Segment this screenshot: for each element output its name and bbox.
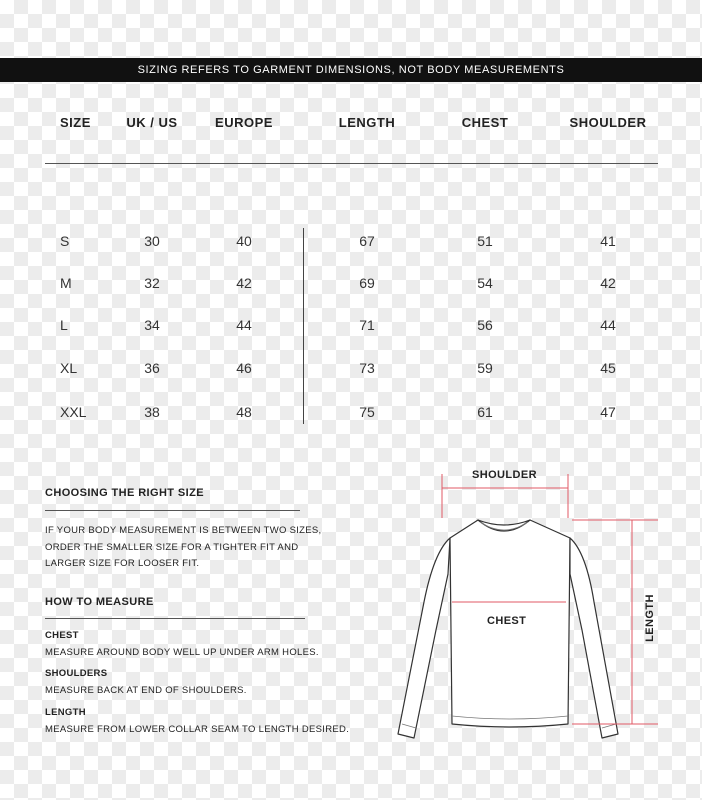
cell-europe: 46 xyxy=(236,360,252,376)
cell-size: M xyxy=(60,275,72,291)
cell-length: 67 xyxy=(359,233,375,249)
cell-europe: 42 xyxy=(236,275,252,291)
sweater-diagram xyxy=(380,462,702,762)
shoulders-description: MEASURE BACK AT END OF SHOULDERS. xyxy=(45,685,247,696)
choosing-divider xyxy=(45,510,300,511)
cell-length: 71 xyxy=(359,317,375,333)
cell-uk-us: 38 xyxy=(144,404,160,420)
length-description: MEASURE FROM LOWER COLLAR SEAM TO LENGTH DESIRED. xyxy=(45,724,350,735)
header-shoulder: SHOULDER xyxy=(569,115,647,130)
length-subtitle: LENGTH xyxy=(45,707,86,718)
header-size: SIZE xyxy=(60,115,91,130)
choosing-note-line: LARGER SIZE FOR LOOSER FIT. xyxy=(45,558,200,569)
cell-chest: 54 xyxy=(477,275,493,291)
cell-shoulder: 45 xyxy=(600,360,616,376)
cell-shoulder: 41 xyxy=(600,233,616,249)
choosing-size-title: CHOOSING THE RIGHT SIZE xyxy=(45,487,204,499)
cell-shoulder: 42 xyxy=(600,275,616,291)
chest-description: MEASURE AROUND BODY WELL UP UNDER ARM HOLES. xyxy=(45,647,319,658)
measure-divider xyxy=(45,618,305,619)
header-divider xyxy=(45,163,658,164)
choosing-note-line: ORDER THE SMALLER SIZE FOR A TIGHTER FIT AND xyxy=(45,542,299,553)
length-label: LENGTH xyxy=(643,594,656,642)
cell-europe: 44 xyxy=(236,317,252,333)
header-chest: CHEST xyxy=(461,115,509,130)
header-europe: EUROPE xyxy=(215,115,273,130)
chest-subtitle: CHEST xyxy=(45,630,79,641)
chest-label: CHEST xyxy=(487,615,527,627)
choosing-note-line: IF YOUR BODY MEASUREMENT IS BETWEEN TWO SIZES, xyxy=(45,525,322,536)
cell-length: 69 xyxy=(359,275,375,291)
cell-europe: 40 xyxy=(236,233,252,249)
how-to-measure-title: HOW TO MEASURE xyxy=(45,596,154,608)
cell-length: 73 xyxy=(359,360,375,376)
cell-uk-us: 32 xyxy=(144,275,160,291)
cell-length: 75 xyxy=(359,404,375,420)
cell-shoulder: 44 xyxy=(600,317,616,333)
header-uk-us: UK / US xyxy=(126,115,178,130)
cell-uk-us: 30 xyxy=(144,233,160,249)
cell-chest: 61 xyxy=(477,404,493,420)
cell-size: L xyxy=(60,317,68,333)
cell-size: S xyxy=(60,233,70,249)
cell-europe: 48 xyxy=(236,404,252,420)
shoulders-subtitle: SHOULDERS xyxy=(45,668,108,679)
header-length: LENGTH xyxy=(338,115,396,130)
column-separator xyxy=(303,228,304,424)
cell-chest: 51 xyxy=(477,233,493,249)
shoulder-label: SHOULDER xyxy=(472,469,537,481)
cell-shoulder: 47 xyxy=(600,404,616,420)
cell-size: XXL xyxy=(60,404,87,420)
cell-uk-us: 34 xyxy=(144,317,160,333)
cell-uk-us: 36 xyxy=(144,360,160,376)
cell-size: XL xyxy=(60,360,78,376)
cell-chest: 56 xyxy=(477,317,493,333)
cell-chest: 59 xyxy=(477,360,493,376)
info-banner: SIZING REFERS TO GARMENT DIMENSIONS, NOT BODY MEASUREMENTS xyxy=(0,58,702,82)
